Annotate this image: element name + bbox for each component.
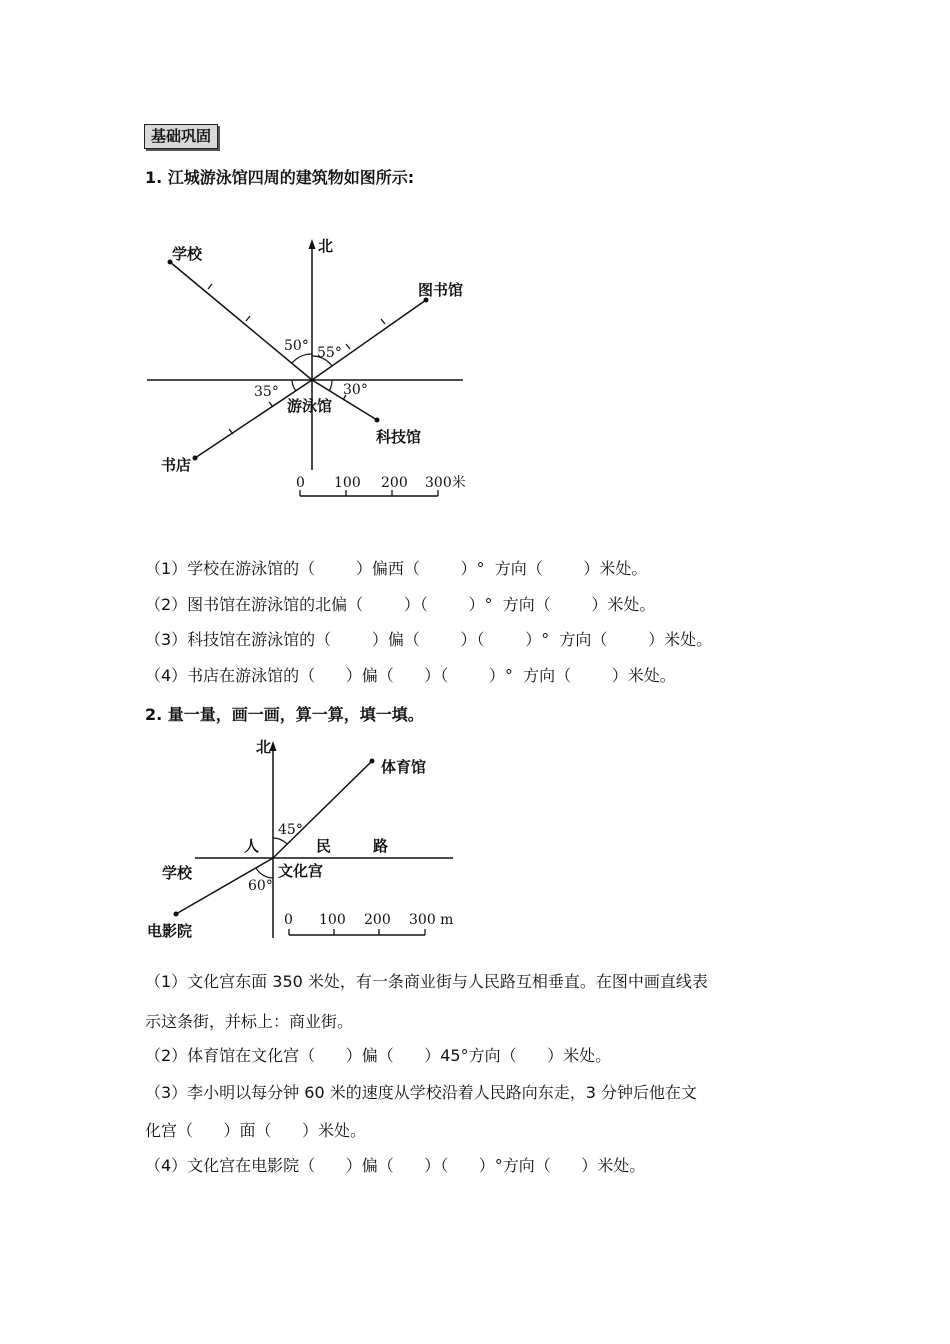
road-char-1: 人	[244, 837, 260, 855]
scale2-200: 200	[364, 912, 391, 928]
scale2-300: 300 m	[409, 912, 454, 928]
angle-50: 50°	[284, 338, 309, 354]
scale-0: 0	[296, 475, 305, 491]
q1-item-1: （1）学校在游泳馆的（ ）偏西（ ）° 方向（ ）米处。	[145, 559, 648, 578]
angle-35: 35°	[254, 384, 279, 400]
ray-library	[312, 300, 426, 380]
center-label: 游泳馆	[287, 397, 333, 415]
cinema-label: 电影院	[147, 922, 193, 940]
scale2-100: 100	[319, 912, 346, 928]
north-label-2: 北	[256, 738, 272, 756]
scale2-0: 0	[284, 912, 293, 928]
q2-item-1b: 示这条街，并标上：商业街。	[145, 1012, 354, 1031]
road-char-3: 路	[373, 837, 389, 855]
figure-1-diagram	[140, 230, 480, 505]
angle-55: 55°	[317, 345, 342, 361]
ray-school	[170, 262, 312, 380]
north-label: 北	[318, 237, 334, 255]
angle-45: 45°	[278, 822, 303, 838]
section-tag: 基础巩固	[144, 124, 218, 149]
north-arrowhead	[309, 239, 316, 249]
q2-item-1a: （1）文化宫东面 350 米处，有一条商业街与人民路互相垂直。在图中画直线表	[145, 972, 708, 991]
angle-30: 30°	[343, 382, 368, 398]
q2-item-4: （4）文化宫在电影院（ ）偏（ ）（ ）°方向（ ）米处。	[145, 1156, 646, 1175]
school-label: 学校	[172, 245, 203, 263]
q1-item-2: （2）图书馆在游泳馆的北偏（ ）（ ）° 方向（ ）米处。	[145, 595, 656, 614]
culture-label: 文化宫	[278, 862, 324, 880]
question-1-title: 1. 江城游泳馆四周的建筑物如图所示:	[145, 168, 415, 187]
angle-60: 60°	[248, 878, 273, 894]
scale-100: 100	[334, 475, 361, 491]
science-label: 科技馆	[376, 428, 422, 446]
bookstore-label: 书店	[161, 456, 192, 474]
gym-label: 体育馆	[381, 758, 427, 776]
q2-item-3a: （3）李小明以每分钟 60 米的速度从学校沿着人民路向东走，3 分钟后他在文	[145, 1083, 697, 1102]
q1-item-4: （4）书店在游泳馆的（ ）偏（ ）（ ）° 方向（ ）米处。	[145, 666, 676, 685]
figure-2-diagram	[140, 732, 470, 947]
question-2-title: 2. 量一量，画一画，算一算，填一填。	[145, 705, 424, 724]
scale-300: 300米	[425, 475, 466, 491]
q2-item-3b: 化宫（ ）面（ ）米处。	[145, 1121, 367, 1140]
q1-item-3: （3）科技馆在游泳馆的（ ）偏（ ）（ ）° 方向（ ）米处。	[145, 630, 713, 649]
library-label: 图书馆	[418, 281, 464, 299]
scale-200: 200	[381, 475, 408, 491]
road-char-2: 民	[316, 837, 332, 855]
q2-item-2: （2）体育馆在文化宫（ ）偏（ ）45°方向（ ）米处。	[145, 1046, 612, 1065]
school-label-2: 学校	[162, 864, 193, 882]
